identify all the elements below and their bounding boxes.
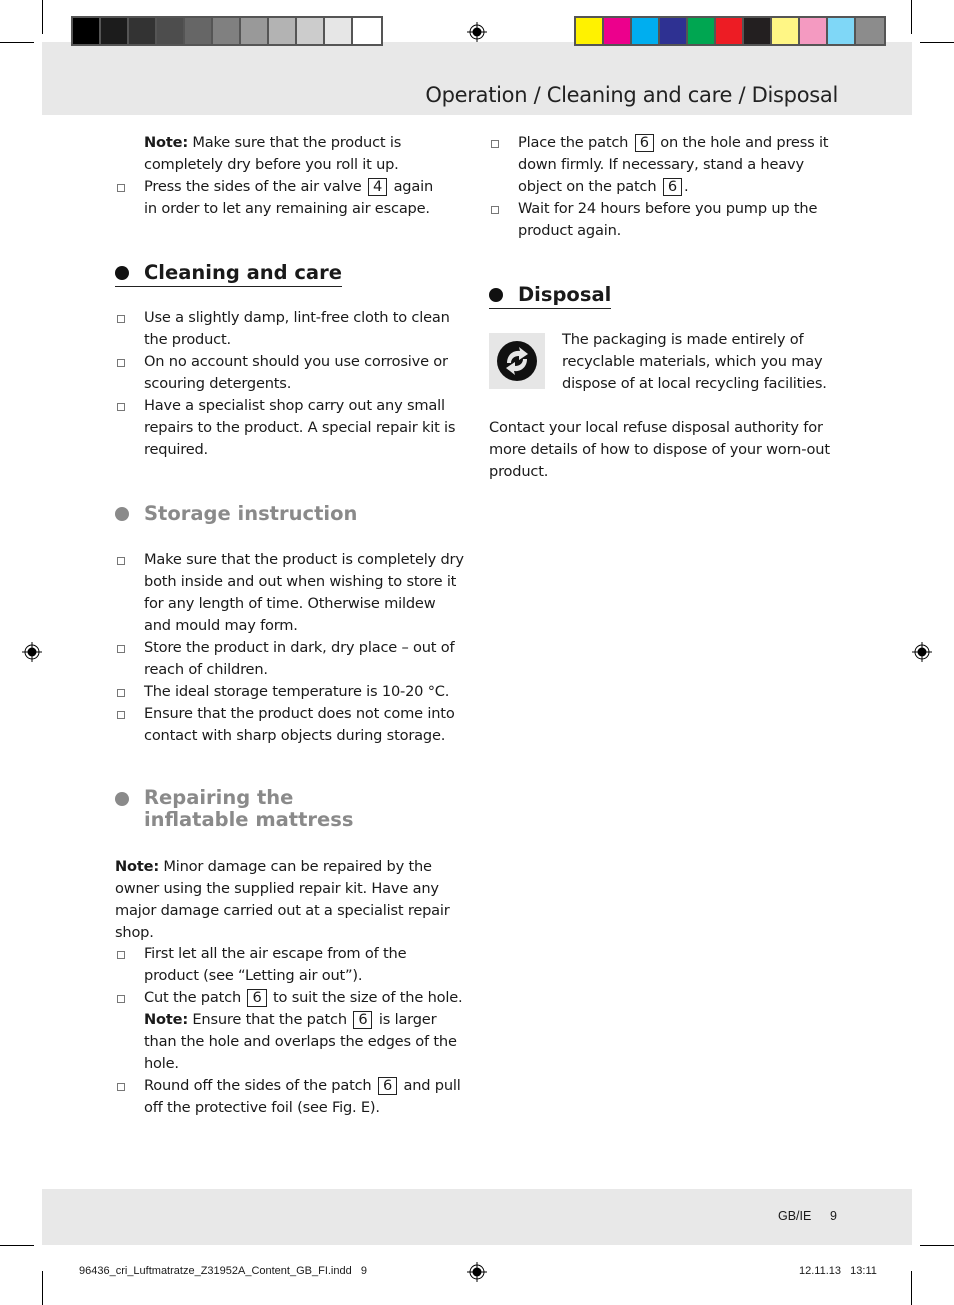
part-ref: 6 (247, 989, 266, 1007)
heading-text: Cleaning and care (144, 261, 342, 284)
print-date: 12.11.13 13:11 (799, 1265, 877, 1277)
color-swatch (241, 18, 269, 44)
step-text: and pull off the protective foil (see Fig. E). (144, 1077, 461, 1116)
list-item: Wait for 24 hours before you pump up the product again. (489, 198, 844, 242)
list-item (115, 987, 465, 1075)
color-swatch (828, 18, 856, 44)
step-text: . (683, 178, 689, 195)
list-item: Use a slightly damp, lint-free cloth to clean the product. (115, 307, 465, 351)
heading-text: Disposal (518, 283, 612, 306)
crop-mark (0, 42, 34, 43)
step-text: Place the patch (518, 134, 629, 151)
color-swatch (660, 18, 688, 44)
list-item (115, 176, 445, 220)
color-swatch (604, 18, 632, 44)
crop-mark (42, 0, 43, 34)
part-ref: 6 (663, 178, 682, 196)
color-swatch (353, 18, 381, 44)
note-text: Make sure that the product is completely dry before you roll it up. (144, 134, 402, 173)
locale-label: GB/IE (778, 1209, 812, 1223)
section-heading-repair (115, 787, 415, 831)
color-swatch (213, 18, 241, 44)
step-text: Ensure that the patch (187, 1011, 347, 1028)
heading-text: Repairing the inflatable mattress (144, 786, 354, 831)
color-swatch (632, 18, 660, 44)
cleaning-list (115, 307, 465, 461)
list-item: Have a specialist shop carry out any small repairs to the product. A special repair kit is required. (115, 395, 465, 461)
color-swatch (101, 18, 129, 44)
color-swatch (716, 18, 744, 44)
green-dot-recycle-icon (489, 333, 545, 389)
list-item: Make sure that the product is completely dry both inside and out when wishing to store it for any length of time. Otherwise mildew and mould may form. (115, 549, 465, 637)
color-swatch (297, 18, 325, 44)
crop-mark (0, 1245, 34, 1246)
list-item: On no account should you use corrosive or scouring detergents. (115, 351, 465, 395)
color-swatch (744, 18, 772, 44)
packaging-text: The packaging is made entirely of recyclable materials, which you may dispose of at local recycling facilities. (562, 331, 827, 392)
color-swatch (856, 18, 884, 44)
registration-mark-icon (22, 642, 42, 662)
color-swatch (185, 18, 213, 44)
recycling-logo (489, 333, 545, 389)
page-title: Operation / Cleaning and care / Disposal (425, 83, 838, 107)
list-item (489, 132, 844, 198)
patch-steps (489, 132, 844, 242)
repair-list (115, 943, 465, 1119)
valve-step (115, 176, 445, 220)
color-swatch (325, 18, 353, 44)
step-text: is larger than the hole and overlaps the edges of the hole. (144, 1011, 457, 1072)
part-ref: 6 (635, 134, 654, 152)
color-swatch (800, 18, 828, 44)
step-text: again in order to let any remaining air escape. (144, 178, 434, 217)
color-swatch (688, 18, 716, 44)
section-heading-disposal (489, 283, 611, 309)
crop-mark (920, 42, 954, 43)
color-swatch (157, 18, 185, 44)
color-swatch (576, 18, 604, 44)
part-ref: 4 (368, 178, 387, 196)
page-number: 9 (830, 1209, 837, 1223)
crop-mark (42, 1271, 43, 1305)
heading-text: Storage instruction (144, 502, 358, 525)
registration-mark-icon (912, 642, 932, 662)
repair-note (115, 856, 470, 944)
storage-list (115, 549, 465, 747)
registration-mark-icon (467, 1262, 487, 1282)
gray-calibration-bar (71, 16, 383, 46)
color-swatch (269, 18, 297, 44)
list-item: First let all the air escape from of the product (see “Letting air out”). (115, 943, 465, 987)
crop-mark (911, 0, 912, 34)
section-heading-storage (115, 502, 357, 525)
part-ref: 6 (378, 1077, 397, 1095)
step-text: Press the sides of the air valve (144, 178, 362, 195)
list-item: Ensure that the product does not come into contact with sharp objects during storage. (115, 703, 465, 747)
bullet-dot-icon (489, 288, 503, 302)
step-text: Cut the patch (144, 989, 241, 1006)
crop-mark (920, 1245, 954, 1246)
part-ref: 6 (353, 1011, 372, 1029)
bullet-dot-icon (115, 507, 129, 521)
note-text: Minor damage can be repaired by the owner using the supplied repair kit. Have any major damage carried out at a specialist repair shop. (115, 858, 450, 941)
list-item (115, 1075, 465, 1119)
step-text: Round off the sides of the patch (144, 1077, 372, 1094)
bullet-dot-icon (115, 792, 129, 806)
note-paragraph (144, 132, 474, 176)
bullet-dot-icon (115, 266, 129, 280)
color-swatch (772, 18, 800, 44)
list-item: The ideal storage temperature is 10-20 °C. (115, 681, 465, 703)
file-name: 96436_cri_Luftmatratze_Z31952A_Content_GB_FI.indd 9 (79, 1265, 368, 1277)
registration-mark-icon (467, 22, 487, 42)
color-swatch (129, 18, 157, 44)
step-text: to suit the size of the hole. (273, 989, 463, 1006)
contact-text: Contact your local refuse disposal authority for more details of how to dispose of your worn-out product. (489, 419, 830, 480)
section-heading-cleaning (115, 261, 342, 287)
note-label: Note: (144, 1011, 188, 1028)
list-item: Store the product in dark, dry place – out of reach of children. (115, 637, 465, 681)
color-calibration-bar (574, 16, 886, 46)
note-label: Note: (115, 858, 159, 875)
step-text: on the hole and press it down firmly. If necessary, stand a heavy object on the patch (518, 134, 829, 195)
crop-mark (911, 1271, 912, 1305)
note-label: Note: (144, 134, 188, 151)
color-swatch (73, 18, 101, 44)
